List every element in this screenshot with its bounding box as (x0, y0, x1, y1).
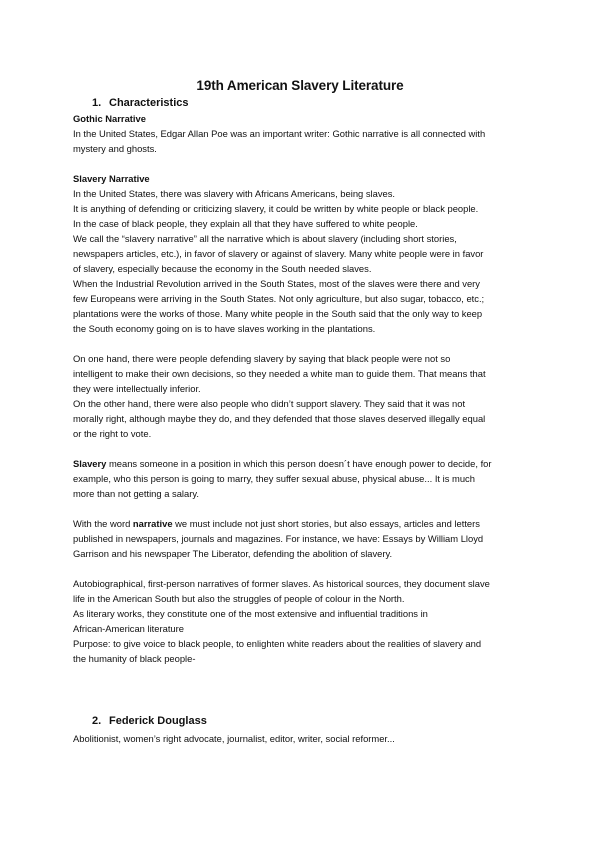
paragraph-line: As literary works, they constitute one of the most extensive and influential traditions in (73, 608, 428, 619)
paragraph-line: African-American literature (73, 623, 184, 634)
section-number: 2. (92, 715, 102, 727)
paragraph-line: the South economy going on is to have slaves working in the plantations. (73, 323, 376, 334)
paragraph-line: Autobiographical, first-person narratives of former slaves. As historical sources, they document slave (73, 578, 490, 589)
inline-text: With the word (73, 518, 133, 529)
inline-text: we must include not just short stories, but also essays, articles and letters (172, 518, 480, 529)
paragraph-line: life in the American South but also the struggles of people of colour in the North. (73, 593, 405, 604)
subheading-slavery-narrative: Slavery Narrative (73, 173, 150, 184)
paragraph-line: In the United States, there was slavery with Africans Americans, being slaves. (73, 188, 396, 199)
paragraph-line: they were intellectually inferior. (73, 383, 201, 394)
paragraph-line: Garrison and his newspaper The Liberator, defending the abolition of slavery. (73, 548, 393, 559)
paragraph-line: When the Industrial Revolution arrived in the South States, most of the slaves were there and very (73, 278, 480, 289)
inline-text: means someone in a position in which this person doesn´t have enough power to decide, for (106, 458, 492, 469)
bold-term-slavery: Slavery (73, 458, 107, 469)
paragraph-line: or the right to vote. (73, 428, 152, 439)
paragraph-line: published in newspapers, journals and magazines. For instance, we have: Essays by William Lloyd (73, 533, 484, 544)
paragraph-line-narrative-word (73, 516, 543, 531)
paragraph-line: It is anything of defending or criticizing slavery, it could be written by white people or black people. (73, 203, 479, 214)
paragraph-line: the humanity of black people- (73, 653, 196, 664)
paragraph-line: We call the “slavery narrative” all the narrative which is about slavery (including short stories, (73, 233, 457, 244)
paragraph-line: Abolitionist, women’s right advocate, journalist, editor, writer, social reformer... (73, 733, 395, 744)
section-body-characteristics (73, 111, 543, 666)
section-heading-text: Characteristics (109, 97, 189, 109)
paragraph-line: On one hand, there were people defending slavery by saying that black people were not so (73, 353, 451, 364)
paragraph-line-slavery-definition (73, 456, 543, 471)
paragraph-line: In the United States, Edgar Allan Poe was an important writer: Gothic narrative is all connected with (73, 128, 486, 139)
paragraph-line: example, who this person is going to marry, they suffer sexual abuse, physical abuse... It is much (73, 473, 475, 484)
paragraph-line: intelligent to make their own decisions, so they needed a white man to guide them. That means that (73, 368, 486, 379)
paragraph-line: Purpose: to give voice to black people, to enlighten white readers about the realities of slavery and (73, 638, 482, 649)
paragraph-line: On the other hand, there were also people who didn’t support slavery. They said that it was not (73, 398, 466, 409)
section-body-federick-douglass (73, 731, 543, 746)
subheading-gothic-narrative: Gothic Narrative (73, 113, 146, 124)
paragraph-line: newspapers articles, etc.), in favor of slavery or against of slavery. Many white people were in favor (73, 248, 484, 259)
document-title: 19th American Slavery Literature (196, 78, 404, 93)
section-heading-text: Federick Douglass (109, 715, 207, 727)
paragraph-line: In the case of black people, they explain all that they have suffered to white people. (73, 218, 418, 229)
paragraph-line: few Europeans were arriving in the South States. Not only agriculture, but also sugar, tobacco, etc.; (73, 293, 485, 304)
paragraph-line: morally right, although maybe they do, and they defended that those slaves deserved illegally equal (73, 413, 486, 424)
section-heading-characteristics (92, 97, 189, 109)
bold-term-narrative: narrative (132, 518, 173, 529)
section-number: 1. (92, 97, 102, 109)
paragraph-line: more than not getting a salary. (73, 488, 199, 499)
paragraph-line: plantations were the works of those. Many white people in the South said that the only way to keep (73, 308, 483, 319)
paragraph-line: of slavery, especially because the economy in the South needed slaves. (73, 263, 372, 274)
paragraph-line: mystery and ghosts. (73, 143, 157, 154)
section-heading-federick-douglass (92, 715, 207, 727)
